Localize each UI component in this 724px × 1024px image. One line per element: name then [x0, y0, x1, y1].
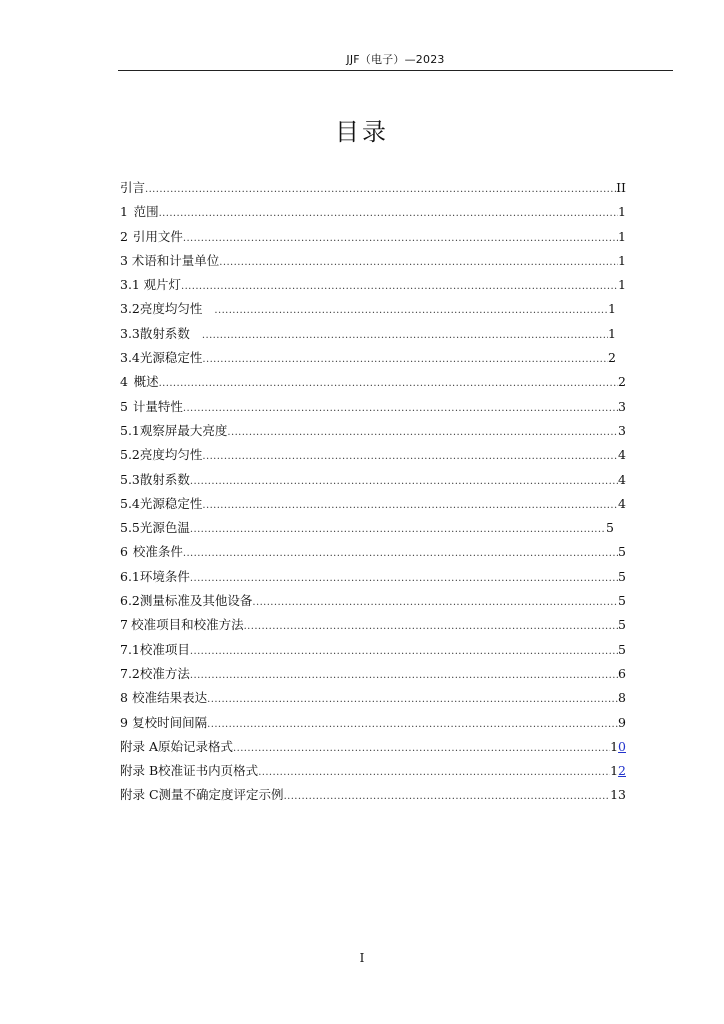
toc-entry-label: 计量特性	[132, 398, 183, 414]
toc-entry-number: 1	[120, 204, 128, 220]
toc-page-number: 5	[618, 568, 626, 584]
leader-dots	[227, 421, 618, 445]
toc-page-number: 5	[618, 641, 626, 657]
toc-entry-number: 附录 C	[120, 787, 159, 803]
leader-dots	[219, 251, 618, 275]
toc-entry-number: 5.1	[120, 422, 140, 438]
leader-dots	[159, 202, 618, 226]
toc-page-number: 2	[608, 350, 616, 366]
leader-dots	[284, 785, 611, 809]
toc-page-number: 13	[610, 787, 626, 803]
toc-page-number: 4	[618, 495, 626, 511]
toc-page-number	[610, 735, 626, 759]
leader-dots	[190, 664, 618, 688]
toc-page-number: 2	[618, 374, 626, 390]
toc-entry-label: 光源稳定性	[139, 495, 203, 511]
leader-dots	[207, 688, 618, 712]
toc-entry-label: 范围	[133, 204, 159, 220]
toc-entry-label: 亮度均匀性	[139, 301, 203, 317]
toc-entry[interactable]	[120, 249, 626, 273]
page-prefix: 1	[610, 738, 619, 754]
leader-dots	[190, 470, 618, 494]
toc-entry-label: 复校时间间隔	[132, 714, 208, 730]
toc-entry[interactable]	[120, 395, 626, 419]
toc-entry-number: 3.2	[120, 301, 140, 317]
toc-page-number: II	[616, 180, 626, 195]
toc-page-number: 4	[618, 471, 626, 487]
toc-page-number: 5	[618, 593, 626, 609]
toc-page-number: 1	[608, 325, 616, 341]
toc-entry-label: 概述	[133, 374, 159, 390]
toc-entry-number: 6.1	[120, 568, 140, 584]
leader-dots	[183, 542, 618, 566]
toc-entry-label: 校准证书内页格式	[158, 763, 259, 779]
toc-entry-number: 7.1	[120, 641, 140, 657]
page-number-footer: I	[359, 951, 365, 965]
toc-entry[interactable]	[120, 783, 626, 807]
toc-entry-number: 3.4	[120, 350, 140, 366]
toc-entry-label: 原始记录格式	[158, 738, 234, 754]
toc-entry-label: 观片灯	[143, 277, 181, 293]
toc-page-number: 1	[618, 228, 626, 244]
leader-dots	[181, 275, 618, 299]
toc-entry[interactable]	[120, 225, 626, 249]
toc-entry[interactable]	[120, 443, 626, 467]
toc-entry-number: 7	[120, 617, 128, 633]
toc-entry-number: 6	[120, 544, 128, 560]
toc-page-number: 8	[618, 690, 626, 706]
toc-entry-number: 7.2	[120, 665, 140, 681]
leader-dots	[145, 178, 616, 202]
page-link[interactable]: 0	[618, 738, 626, 754]
toc-entry[interactable]	[120, 492, 626, 516]
toc-entry-number: 3.3	[120, 325, 140, 341]
page-link[interactable]: 2	[618, 763, 626, 779]
toc-entry[interactable]	[120, 346, 626, 370]
toc-page-number: 3	[618, 422, 626, 438]
toc-entry-number: 3.1	[120, 277, 140, 293]
page-prefix: 1	[610, 763, 619, 779]
toc-entry-number: 3	[120, 252, 128, 268]
toc-entry[interactable]	[120, 297, 626, 321]
toc-entry-label: 散射系数	[139, 325, 190, 341]
toc-entry[interactable]	[120, 273, 626, 297]
toc-page-number: 5	[618, 617, 626, 633]
toc-entry-label: 散射系数	[139, 471, 190, 487]
toc-entry[interactable]	[120, 735, 626, 759]
page-title: 目录	[335, 118, 389, 146]
toc-entry[interactable]	[120, 759, 626, 783]
leader-dots	[190, 640, 618, 664]
toc-page-number: 1	[608, 301, 616, 317]
leader-dots	[252, 591, 618, 615]
toc-page-number: 3	[618, 398, 626, 414]
toc-entry-label: 测量标准及其他设备	[139, 593, 253, 609]
toc-entry-number: 5.5	[120, 520, 140, 536]
toc-entry[interactable]	[120, 468, 626, 492]
toc-entry-number: 5	[120, 398, 128, 414]
toc-entry[interactable]	[120, 419, 626, 443]
leader-dots	[214, 299, 608, 323]
toc-entry-label: 亮度均匀性	[139, 447, 203, 463]
toc-entry-label: 校准项目和校准方法	[131, 617, 244, 633]
toc-page-number: 1	[618, 252, 626, 268]
toc-entry[interactable]	[120, 686, 626, 710]
running-header	[118, 48, 673, 71]
toc-entry[interactable]	[120, 176, 626, 200]
toc-entry[interactable]	[120, 565, 626, 589]
table-of-contents	[120, 176, 626, 808]
toc-entry[interactable]	[120, 370, 626, 394]
leader-dots	[190, 567, 618, 591]
leader-dots	[190, 518, 606, 542]
toc-entry-label: 观察屏最大亮度	[139, 422, 228, 438]
leader-dots	[202, 494, 618, 518]
toc-entry-label: 测量不确定度评定示例	[158, 787, 284, 803]
toc-entry-label: 术语和计量单位	[131, 252, 220, 268]
leader-dots	[233, 737, 610, 761]
leader-dots	[258, 761, 610, 785]
toc-page-number	[610, 759, 626, 783]
header-text: JJF（电子）—2023	[346, 53, 445, 66]
leader-dots	[202, 324, 608, 348]
toc-entry-label: 引言	[120, 180, 146, 195]
toc-page-number: 4	[618, 447, 626, 463]
toc-entry-number: 附录 B	[120, 763, 159, 779]
toc-entry[interactable]	[120, 638, 626, 662]
toc-entry-label: 环境条件	[139, 568, 190, 584]
leader-dots	[244, 615, 618, 639]
leader-dots	[202, 348, 608, 372]
toc-entry-number: 附录 A	[120, 738, 159, 754]
toc-entry-label: 校准项目	[139, 641, 190, 657]
toc-page-number: 1	[618, 277, 626, 293]
toc-entry[interactable]	[120, 200, 626, 224]
toc-entry[interactable]	[120, 662, 626, 686]
leader-dots	[183, 397, 618, 421]
leader-dots	[159, 372, 618, 396]
toc-entry-number: 2	[120, 228, 128, 244]
leader-dots	[202, 445, 618, 469]
toc-entry-number: 6.2	[120, 593, 140, 609]
toc-entry[interactable]	[120, 711, 626, 735]
toc-entry-label: 校准方法	[139, 665, 190, 681]
toc-page-number: 9	[618, 714, 626, 730]
toc-entry[interactable]	[120, 322, 626, 346]
toc-entry[interactable]	[120, 589, 626, 613]
toc-page-number: 5	[618, 544, 626, 560]
toc-page-number: 1	[618, 204, 626, 220]
toc-entry[interactable]	[120, 516, 626, 540]
toc-entry-number: 5.3	[120, 471, 140, 487]
toc-entry[interactable]	[120, 540, 626, 564]
toc-entry-number: 8	[120, 690, 128, 706]
leader-dots	[207, 713, 618, 737]
toc-entry-label: 校准条件	[132, 544, 183, 560]
toc-entry-label: 光源色温	[139, 520, 190, 536]
toc-entry-label: 光源稳定性	[139, 350, 203, 366]
toc-entry-label: 校准结果表达	[132, 690, 208, 706]
toc-entry-number: 5.4	[120, 495, 140, 511]
toc-entry[interactable]	[120, 613, 626, 637]
toc-entry-number: 9	[120, 714, 128, 730]
toc-page-number: 5	[606, 520, 614, 536]
toc-page-number: 6	[618, 665, 626, 681]
toc-entry-label: 引用文件	[132, 228, 183, 244]
toc-entry-number: 5.2	[120, 447, 140, 463]
toc-entry-number: 4	[120, 374, 128, 390]
leader-dots	[183, 227, 618, 251]
